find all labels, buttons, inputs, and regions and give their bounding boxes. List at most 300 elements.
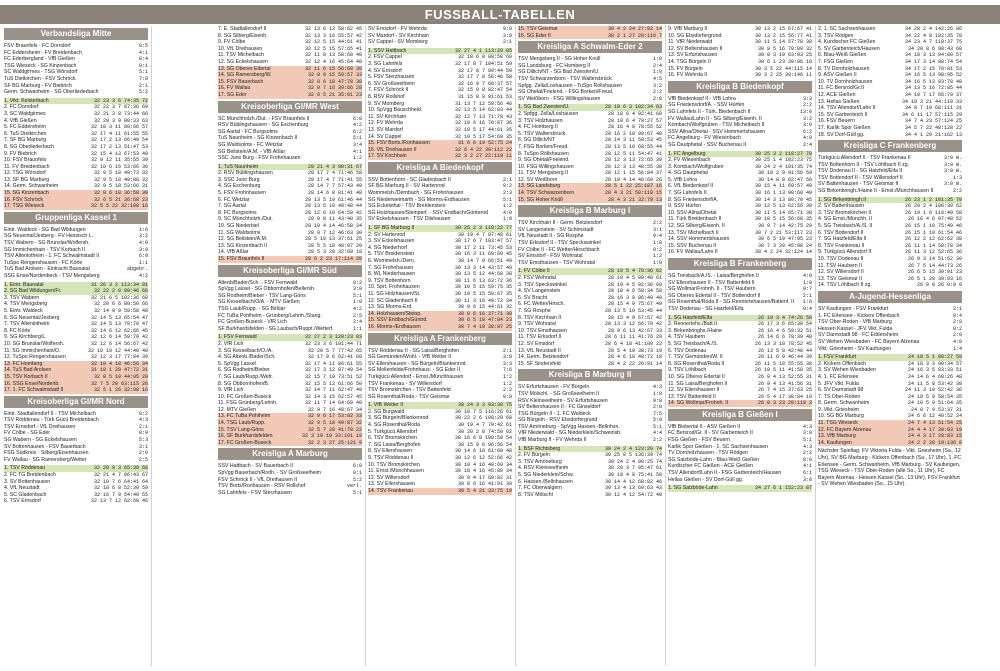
column-5 bbox=[668, 26, 812, 666]
result-row bbox=[218, 142, 362, 149]
team-name: 1. FV Cölbe II bbox=[518, 268, 550, 275]
result-row bbox=[668, 424, 812, 431]
team-stats: 31 10 1 20 47:72 31 bbox=[90, 367, 148, 374]
team-stats: 30 4 2 24 32:124 14 bbox=[754, 249, 812, 256]
team-stats: 32 16 7 9 54:40 55 bbox=[93, 491, 148, 498]
team-name: 2. Kickers Offenbach bbox=[818, 360, 867, 367]
team-name: 10. TSV Dodenau II bbox=[818, 256, 864, 262]
team-stats: 30 11 5 14 65:71 38 bbox=[754, 209, 812, 216]
team-stats: 26 11 1 14 58:78 34 bbox=[904, 242, 962, 249]
team-stats: 26 14 6 6 78:39 48 bbox=[757, 334, 812, 341]
result-row bbox=[818, 181, 962, 188]
table-row bbox=[218, 59, 362, 66]
fixture: TuS Dietkirchen - FSV Schröck bbox=[4, 75, 76, 82]
team-name: 13. SG Kinzenbach II bbox=[218, 242, 268, 249]
table-row bbox=[368, 232, 512, 239]
table-row bbox=[4, 341, 148, 348]
team-stats: 30 13 5 12 44:68 38 bbox=[454, 271, 512, 278]
team-stats: 30 17 2 11 73:45 53 bbox=[454, 244, 512, 251]
table-row bbox=[4, 334, 148, 341]
team-stats: 24 6 6 12 40:52 24 bbox=[907, 413, 962, 420]
team-name: 14. SV Cappel bbox=[368, 133, 402, 140]
team-stats: 32 13 5 14 62:83 44 bbox=[454, 107, 512, 114]
result-row bbox=[218, 319, 362, 326]
team-name: 12. SG Beilstein/A.M. bbox=[218, 236, 268, 243]
team-stats: 34 28 2 4 142:26 86 bbox=[904, 26, 962, 32]
team-name: 13. SG Landsburg bbox=[518, 183, 561, 190]
table-row bbox=[668, 151, 812, 158]
table-row bbox=[218, 190, 362, 197]
table-row bbox=[218, 52, 362, 59]
result-row bbox=[818, 188, 962, 195]
fixture: TSV Dodenau - SG Hatzfeld/Eifa bbox=[668, 305, 744, 312]
table-row bbox=[218, 46, 362, 53]
fixture: SF BG Marburg - FV Biebrich bbox=[4, 82, 72, 89]
league-heading: Kreisoberliga GI/MR West bbox=[218, 101, 362, 113]
score: 3:0 bbox=[802, 122, 812, 129]
team-stats: 32 21 4 7 86:43 67 bbox=[93, 472, 148, 479]
table-row bbox=[4, 203, 148, 210]
team-stats: 30 22 2 6 100:29 68 bbox=[454, 415, 512, 422]
table-row bbox=[668, 52, 812, 59]
table-row bbox=[818, 249, 962, 256]
team-stats: 30 7 3 20 45:98 24 bbox=[757, 242, 812, 249]
table-row bbox=[4, 124, 148, 131]
team-name: 5. SG Treisbach/A./S. bbox=[668, 340, 718, 347]
score: 0:4 bbox=[952, 312, 962, 319]
table-row bbox=[218, 66, 362, 73]
team-name: 5. TSV Breidenstein bbox=[368, 251, 415, 258]
table-row bbox=[818, 46, 962, 53]
table-row bbox=[218, 334, 362, 341]
result-row bbox=[818, 332, 962, 339]
team-stats: 26 13 3 10 78:52 45 bbox=[754, 340, 812, 347]
team-name: 11. TSV Mengsberg II bbox=[518, 170, 568, 177]
team-name: 15. FSV Borts./Ronhausen bbox=[368, 140, 430, 147]
team-stats: 28 18 4 6 58:34 58 bbox=[607, 288, 662, 295]
score: 1:2 bbox=[502, 373, 512, 380]
team-stats: 30 25 3 2 118:27 78 bbox=[754, 150, 812, 157]
fixture: SV Ernsdorf - FV Wehrda bbox=[368, 26, 427, 32]
team-stats: 32 3 2 27 22:119 11 bbox=[454, 153, 512, 160]
table-row bbox=[368, 258, 512, 265]
fixture: SG Ohetal/Frielend. - FSG Borken/Freud. bbox=[518, 89, 614, 96]
team-stats: 26 13 5 8 42:48 44 bbox=[757, 347, 812, 354]
team-stats: 32 17 4 11 61:55 55 bbox=[90, 130, 148, 137]
team-stats: 28 12 3 13 72:65 39 bbox=[604, 157, 662, 164]
team-name: 6. FC Wetter/Hirsch. bbox=[518, 301, 565, 308]
fixture: SG Oberes Edertal II - TSV Bottendorf II bbox=[668, 292, 761, 299]
team-stats: 30 25 1 4 102:23 75 bbox=[754, 157, 812, 164]
team-stats: 32 12 3 17 77:84 39 bbox=[90, 354, 148, 361]
team-stats: 30 11 5 14 57:78 38 bbox=[754, 39, 812, 46]
team-stats: 30 6 1 23 39:96 19 bbox=[757, 58, 812, 65]
table-row bbox=[218, 427, 362, 434]
score: 4:3 bbox=[138, 417, 148, 424]
result-row bbox=[4, 253, 148, 260]
results-list bbox=[518, 56, 662, 102]
result-row bbox=[518, 391, 662, 398]
team-name: 6. Hassen./Bellnhausen bbox=[518, 478, 573, 485]
team-stats: 30 11 3 16 49:72 34 bbox=[454, 297, 512, 304]
team-name: 12. SV Beltershausen II bbox=[668, 45, 723, 52]
table-row bbox=[218, 177, 362, 184]
table-row bbox=[818, 236, 962, 243]
team-name: 4. SG Rosenthal/Roda bbox=[368, 422, 420, 429]
team-stats: 28 5 3 20 32:69 18 bbox=[307, 249, 362, 256]
score: 3:0 W. bbox=[943, 168, 962, 175]
score: 2:2 bbox=[952, 188, 962, 195]
team-stats: 32 12 6 14 59:70 42 bbox=[90, 334, 148, 341]
fixture: SV Emsdorf - FSV Wohratal bbox=[518, 253, 583, 260]
table-row bbox=[4, 177, 148, 184]
team-stats: 30 4 2 24 27:92 14 bbox=[607, 26, 662, 32]
fixture: TSV Altenlotheim - 1. FC Schwalmstadt II bbox=[4, 253, 100, 260]
table-row bbox=[4, 288, 148, 295]
result-row bbox=[4, 227, 148, 234]
result-row bbox=[4, 457, 148, 464]
score: 4:0 bbox=[802, 273, 812, 279]
table-row bbox=[368, 304, 512, 311]
result-row bbox=[518, 83, 662, 90]
result-row bbox=[518, 253, 662, 260]
team-stats: 30 17 6 7 103:47 57 bbox=[454, 238, 512, 245]
team-name: 8. SG Oberliederbach bbox=[4, 143, 55, 150]
score: 7:0 bbox=[138, 75, 148, 82]
result-row bbox=[668, 293, 812, 300]
team-stats: 28 12 1 15 56:84 37 bbox=[604, 170, 662, 177]
team-name: 11. FC Bersrod/Gr.II bbox=[818, 85, 865, 92]
table-row bbox=[4, 465, 148, 472]
results-list bbox=[218, 280, 362, 333]
score: 5:1 bbox=[138, 69, 148, 76]
result-row bbox=[368, 33, 512, 40]
team-stats: 32 20 3 9 80:33 63 bbox=[93, 117, 148, 124]
team-stats: 32 18 3 11 80:66 57 bbox=[90, 124, 148, 131]
team-stats: 32 6 4 22 39:112 22 bbox=[454, 146, 512, 153]
fixture: FSV Schröck II - VfL Dreihausen II bbox=[218, 476, 298, 483]
fixture: SV Weißborn - FSG Willingshausen bbox=[518, 95, 601, 102]
team-name: 12. SV Willersdorf II bbox=[818, 269, 864, 276]
fixture: Germ. Schwanheim - SG Oberliederbach bbox=[4, 89, 99, 96]
team-name: 14. TSV Allendorf/Lahn II bbox=[818, 105, 876, 112]
fixture: FC Ederbergland - VfB Gießen bbox=[4, 56, 75, 63]
score: 4:1 bbox=[352, 148, 362, 155]
team-stats: 32 18 6 8 52:30 59 bbox=[93, 485, 148, 492]
fixture: SG Rosenthal/Roda II - SG Rennertehausen/Battenf. II bbox=[668, 299, 795, 306]
results-list bbox=[368, 348, 512, 401]
result-row bbox=[4, 233, 148, 240]
score: 0:4 bbox=[138, 56, 148, 63]
table-row bbox=[818, 197, 962, 204]
team-name: 2. RSV Büblingshausen bbox=[218, 170, 273, 177]
team-name: 5. FSV Frohnhausen bbox=[218, 190, 266, 197]
score: 2:1 bbox=[138, 423, 148, 430]
result-row bbox=[518, 56, 662, 63]
fixture: FC Großen-Buseck - VfR Lich bbox=[218, 319, 287, 326]
result-row bbox=[518, 220, 662, 227]
table-row bbox=[218, 170, 362, 177]
team-name: 7. E. Stadtallendorf II bbox=[218, 26, 267, 32]
result-row bbox=[818, 339, 962, 346]
table-row bbox=[818, 39, 962, 46]
team-stats: 24 16 3 5 83:33 51 bbox=[907, 367, 962, 374]
table-row bbox=[218, 236, 362, 243]
team-stats: 24 11 5 8 53:42 38 bbox=[907, 380, 962, 387]
result-row bbox=[818, 319, 962, 326]
team-stats: 30 12 5 13 62:56 39 bbox=[754, 203, 812, 210]
team-name: 16. SG Eder II bbox=[518, 32, 551, 39]
score: 1:2 bbox=[502, 203, 512, 210]
fixture: SV Eckelshausen - TSV Dilshausen bbox=[368, 216, 451, 223]
team-name: 10. TV Dornholzhausen bbox=[818, 78, 873, 85]
team-stats: 32 11 7 14 64:69 40 bbox=[304, 400, 362, 407]
fixture: Türkgücü Allendorf II - TSV Frankenau II bbox=[818, 155, 911, 162]
fixture: SG Lahnfels - FSV Sterzhausen bbox=[218, 489, 292, 496]
team-stats: 32 9 5 18 53:66 31 bbox=[93, 183, 148, 190]
table-row bbox=[518, 177, 662, 184]
team-stats: 31 15 8 8 91:61 53 bbox=[457, 93, 512, 100]
table-row bbox=[818, 112, 962, 119]
team-stats: 32 22 2 8 89:46 68 bbox=[93, 288, 148, 295]
team-stats: 32 23 3 6 101:44 71 bbox=[304, 340, 362, 347]
team-name: 13. TSV Geismar II bbox=[818, 275, 863, 282]
team-name: 7. SG Laub/Rupp./Wett. bbox=[218, 373, 273, 380]
table-row bbox=[218, 230, 362, 237]
table-row bbox=[368, 94, 512, 101]
table-row bbox=[818, 33, 962, 40]
team-name: 15. SF Sindersfeld bbox=[518, 360, 561, 367]
table-row bbox=[518, 268, 662, 275]
score: 6:1 bbox=[802, 470, 812, 477]
table-row bbox=[668, 354, 812, 361]
result-row bbox=[518, 96, 662, 103]
table-row bbox=[4, 98, 148, 105]
team-stats: 34 7 4 23 57:124 25 bbox=[904, 118, 962, 125]
team-name: 6. SG Rodheim/Bieber bbox=[218, 367, 270, 374]
team-name: 17. 1. FC Schwalmstadt II bbox=[4, 387, 64, 394]
fixture: SG Salzböde-Lahn - Blau-Weiß Gießen bbox=[668, 456, 760, 463]
table-row bbox=[518, 190, 662, 197]
table-row bbox=[4, 151, 148, 158]
table-row bbox=[518, 26, 662, 33]
score: 1:0 bbox=[352, 299, 362, 306]
score: 6:2 bbox=[802, 128, 812, 135]
team-stats: 24 8 7 9 53:37 31 bbox=[910, 406, 962, 413]
team-name: 3. SV Bottenhausen bbox=[4, 478, 51, 485]
results-list bbox=[4, 227, 148, 280]
fixture: SG Friedensdorf/A. - SSV Hürfen bbox=[668, 102, 745, 109]
score: 2:5 bbox=[352, 312, 362, 319]
team-name: 2. FV Bürgeln bbox=[518, 452, 550, 459]
team-name: 10. SSV Allna/Ohetal bbox=[668, 209, 717, 216]
score: 0:0 bbox=[138, 430, 148, 437]
team-stats: 26 0 3 23 20:119 3 bbox=[757, 400, 812, 407]
team-stats: 28 13 3 12 66:70 42 bbox=[604, 321, 662, 328]
result-row bbox=[518, 260, 662, 267]
fixture: SG Waldsolms - FC Wetzlar bbox=[218, 141, 283, 148]
team-name: 9. FV Cölbe bbox=[218, 39, 246, 46]
team-stats: 28 19 4 5 80:40 61 bbox=[607, 275, 662, 281]
score: 1:3 bbox=[952, 174, 962, 181]
result-row bbox=[818, 155, 962, 162]
table-row bbox=[818, 85, 962, 92]
standings-table bbox=[668, 26, 812, 79]
score: 1:6 bbox=[138, 226, 148, 233]
team-stats: 28 5 4 19 38:73 19 bbox=[607, 347, 662, 354]
team-stats: 26 20 2 4 106:30 62 bbox=[904, 203, 962, 210]
score: 2:1 bbox=[802, 292, 812, 299]
score: 5:3 bbox=[138, 437, 148, 444]
table-row bbox=[668, 177, 812, 184]
team-name: 4. SG Niederhorf bbox=[368, 244, 407, 251]
team-name: 2. Rennertehs./Batt.II bbox=[668, 321, 718, 328]
team-stats: 34 10 3 21 44:110 33 bbox=[901, 98, 962, 105]
team-stats: 34 4 1 29 21:162 13 bbox=[904, 131, 962, 138]
team-name: 11. TSV Haubern II bbox=[818, 262, 862, 269]
team-stats: 30 13 2 15 67:67 41 bbox=[754, 26, 812, 32]
table-row bbox=[4, 308, 148, 315]
team-stats: 28 15 4 9 67:57 42 bbox=[607, 314, 662, 321]
team-name: 1. SG Hatzfeld/Eifa bbox=[668, 314, 713, 321]
table-row bbox=[218, 243, 362, 250]
result-row bbox=[218, 326, 362, 333]
result-row bbox=[818, 326, 962, 333]
table-row bbox=[368, 225, 512, 232]
result-row bbox=[4, 273, 148, 280]
score: 1:0 bbox=[802, 279, 812, 286]
team-stats: 28 19 5 4 78:36 62 bbox=[607, 268, 662, 275]
team-stats: 24 4 3 17 28:83 15 bbox=[907, 433, 962, 440]
team-stats: 30 10 5 15 59:75 35 bbox=[454, 284, 512, 291]
score: 5:1 bbox=[352, 489, 362, 496]
fixture: TV Dornholzhausen - TSV Rödgen bbox=[668, 450, 749, 457]
score: 3:1 bbox=[652, 226, 662, 233]
table-row bbox=[218, 203, 362, 210]
table-row bbox=[218, 407, 362, 414]
team-stats: 32 21 3 8 73:44 66 bbox=[93, 110, 148, 117]
table-row bbox=[518, 479, 662, 486]
team-name: 3. Kombach/Wolfgruben bbox=[668, 163, 724, 170]
column-6 bbox=[818, 26, 962, 666]
result-row bbox=[518, 437, 662, 444]
team-name: 2. FC Dorndorf bbox=[4, 104, 39, 111]
league-heading: Kreisliga C Frankenberg bbox=[818, 140, 962, 152]
team-stats: 28 12 5 11 54:47 41 bbox=[604, 150, 662, 157]
table-row bbox=[4, 321, 148, 328]
table-row bbox=[818, 427, 962, 434]
fixture: SG Wollmar/Frohnh. II - TSV Haubern bbox=[668, 286, 756, 293]
team-name: 1. FSV Fernwald bbox=[218, 334, 257, 341]
table-row bbox=[368, 87, 512, 94]
team-name: 3. Birkenbringhs./Haine bbox=[668, 327, 722, 334]
score: abgebr. bbox=[126, 266, 148, 273]
team-stats: 32 17 2 13 51:47 53 bbox=[90, 143, 148, 150]
fixture: SG Landsburg - FC Homberg II bbox=[518, 62, 591, 69]
fixture: SV Kaufungen - FSV Frankfurt bbox=[818, 305, 889, 312]
result-row bbox=[368, 354, 512, 361]
league-heading: Kreisliga A Biedenkopf bbox=[368, 162, 512, 174]
team-stats: 32 6 5 21 35:81 23 bbox=[307, 91, 362, 98]
team-name: 15. TSV Korbach II bbox=[4, 373, 48, 380]
score: 4:3 bbox=[652, 384, 662, 391]
page-title: FUSSBALL-TABELLEN bbox=[0, 5, 1000, 24]
result-row bbox=[668, 437, 812, 444]
team-stats: 32 12 5 15 57:65 41 bbox=[304, 45, 362, 52]
fixture: SG Gemünden/Wohl. - VfB Wetter II bbox=[368, 354, 452, 361]
table-row bbox=[668, 334, 812, 341]
table-row bbox=[518, 348, 662, 355]
team-name: 3. TSV Speckswinkel bbox=[518, 281, 567, 288]
table-row bbox=[518, 157, 662, 164]
table-row bbox=[818, 282, 962, 289]
standings-table bbox=[4, 98, 148, 210]
team-stats: 32 10 6 16 53:66 36 bbox=[90, 163, 148, 170]
team-name: 13. SV Mardorf bbox=[368, 126, 403, 133]
team-name: 10. FSG Willingshausen bbox=[518, 163, 574, 170]
table-row bbox=[818, 394, 962, 401]
table-row bbox=[518, 131, 662, 138]
table-row bbox=[518, 275, 662, 282]
score: 2:2 bbox=[802, 450, 812, 457]
team-name: 9. SV Momberg bbox=[368, 100, 405, 107]
table-row bbox=[518, 472, 662, 479]
standings-table bbox=[518, 104, 662, 203]
results-list bbox=[668, 424, 812, 483]
team-stats: 30 2 1 27 20:116 7 bbox=[607, 32, 662, 39]
result-row bbox=[518, 227, 662, 234]
team-name: 3. TSV Amöneburg bbox=[518, 458, 562, 465]
table-row bbox=[668, 230, 812, 237]
team-name: 15. TSV Lang-Göns bbox=[218, 426, 264, 433]
table-row bbox=[368, 153, 512, 160]
team-name: 11. TSV Erksdorf II bbox=[518, 334, 562, 341]
table-row bbox=[368, 284, 512, 291]
results-list bbox=[668, 273, 812, 313]
team-stats: 30 20 3 7 95:47 61 bbox=[607, 465, 662, 472]
table-row bbox=[4, 315, 148, 322]
table-row bbox=[818, 79, 962, 86]
team-stats: 32 12 7 13 71:79 43 bbox=[454, 113, 512, 120]
team-name: 13. Hellas Gießen bbox=[818, 98, 860, 105]
team-name: 10. SpVgg Bauschheid. bbox=[368, 107, 423, 114]
team-name: 12. MTV Gießen bbox=[218, 406, 257, 413]
team-name: 13. SF BG Marburg bbox=[4, 176, 49, 183]
result-row bbox=[668, 280, 812, 287]
table-row bbox=[668, 66, 812, 73]
team-name: 14. SG Ramersberg/W. bbox=[218, 72, 272, 79]
team-name: 6. SV Darmstadt 98 bbox=[818, 387, 864, 394]
result-row bbox=[668, 477, 812, 484]
team-stats: 30 8 6 16 37:71 30 bbox=[457, 310, 512, 317]
result-row bbox=[668, 116, 812, 123]
team-name: 11. Türk Breidenbach II bbox=[668, 216, 722, 223]
team-name: 7. FSV Schröck II bbox=[368, 87, 409, 94]
team-stats: 32 8 6 18 36:58 30 bbox=[93, 190, 148, 197]
team-stats: 28 18 6 4 79:27 57 bbox=[607, 117, 662, 124]
result-row bbox=[368, 197, 512, 204]
table-row bbox=[368, 265, 512, 272]
team-name: 6. Blau-Weiß Gießen bbox=[818, 52, 867, 59]
table-row bbox=[4, 485, 148, 492]
team-stats: 32 17 2 13 66:49 54 bbox=[90, 137, 148, 144]
table-row bbox=[218, 216, 362, 223]
standings-table bbox=[4, 465, 148, 505]
team-stats: 30 15 9 6 96:56 54 bbox=[457, 441, 512, 448]
team-stats: 32 17 8 7 104:51 59 bbox=[454, 60, 512, 67]
team-name: 16. VfL Dreihausen II bbox=[368, 146, 417, 153]
team-stats: 26 16 4 6 97:48 52 bbox=[907, 216, 962, 223]
